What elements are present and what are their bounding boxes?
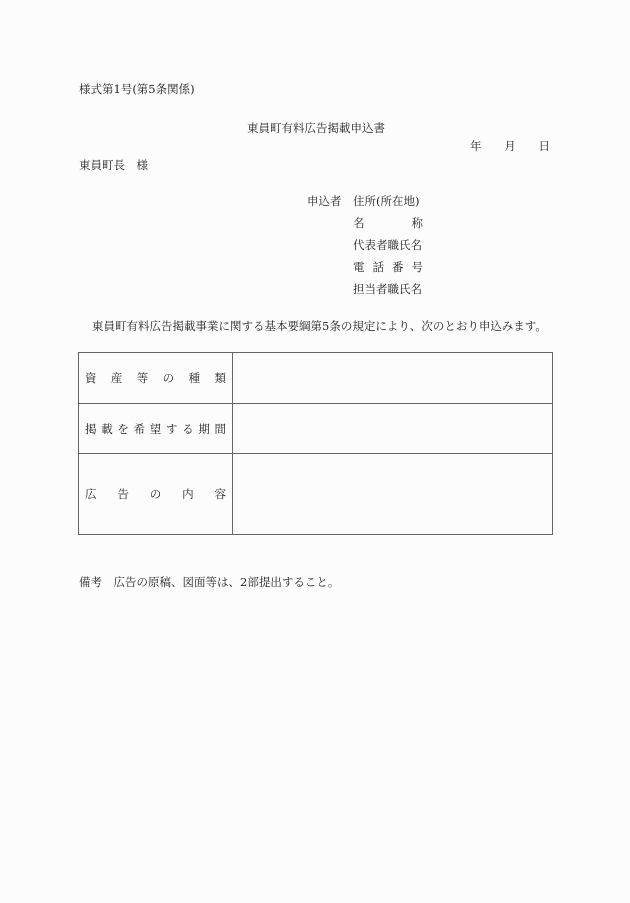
field-address: 住所(所在地)	[353, 194, 420, 208]
table-row	[79, 353, 553, 404]
note: 備考 広告の原稿、図面等は、2部提出すること。	[79, 575, 340, 589]
table-row	[79, 454, 553, 535]
date-year: 年	[470, 139, 482, 153]
label-ad-content: 広 告 の 内 容	[79, 454, 233, 535]
table-row	[79, 404, 553, 454]
field-name: 名 称	[353, 216, 423, 230]
document-title: 東員町有料広告掲載申込書	[247, 121, 385, 135]
field-phone: 電 話 番 号	[353, 260, 423, 274]
value-ad-content[interactable]	[233, 454, 553, 535]
date-month: 月	[504, 139, 516, 153]
form-number: 様式第1号(第5条関係)	[79, 82, 195, 96]
value-asset-type[interactable]	[233, 353, 553, 404]
date-line	[470, 138, 550, 154]
statement: 東員町有料広告掲載事業に関する基本要綱第5条の規定により、次のとおり申込みます。	[92, 319, 547, 333]
label-asset-type: 資 産 等 の 種 類	[79, 353, 233, 404]
addressee: 東員町長 様	[79, 158, 148, 172]
label-period: 掲 載 を 希 望 す る 期 間	[79, 404, 233, 454]
field-representative: 代表者職氏名	[353, 238, 422, 252]
application-table	[78, 352, 553, 535]
applicant-label: 申込者	[307, 194, 342, 208]
field-contact: 担当者職氏名	[353, 282, 422, 296]
date-day: 日	[538, 139, 550, 153]
value-period[interactable]	[233, 404, 553, 454]
